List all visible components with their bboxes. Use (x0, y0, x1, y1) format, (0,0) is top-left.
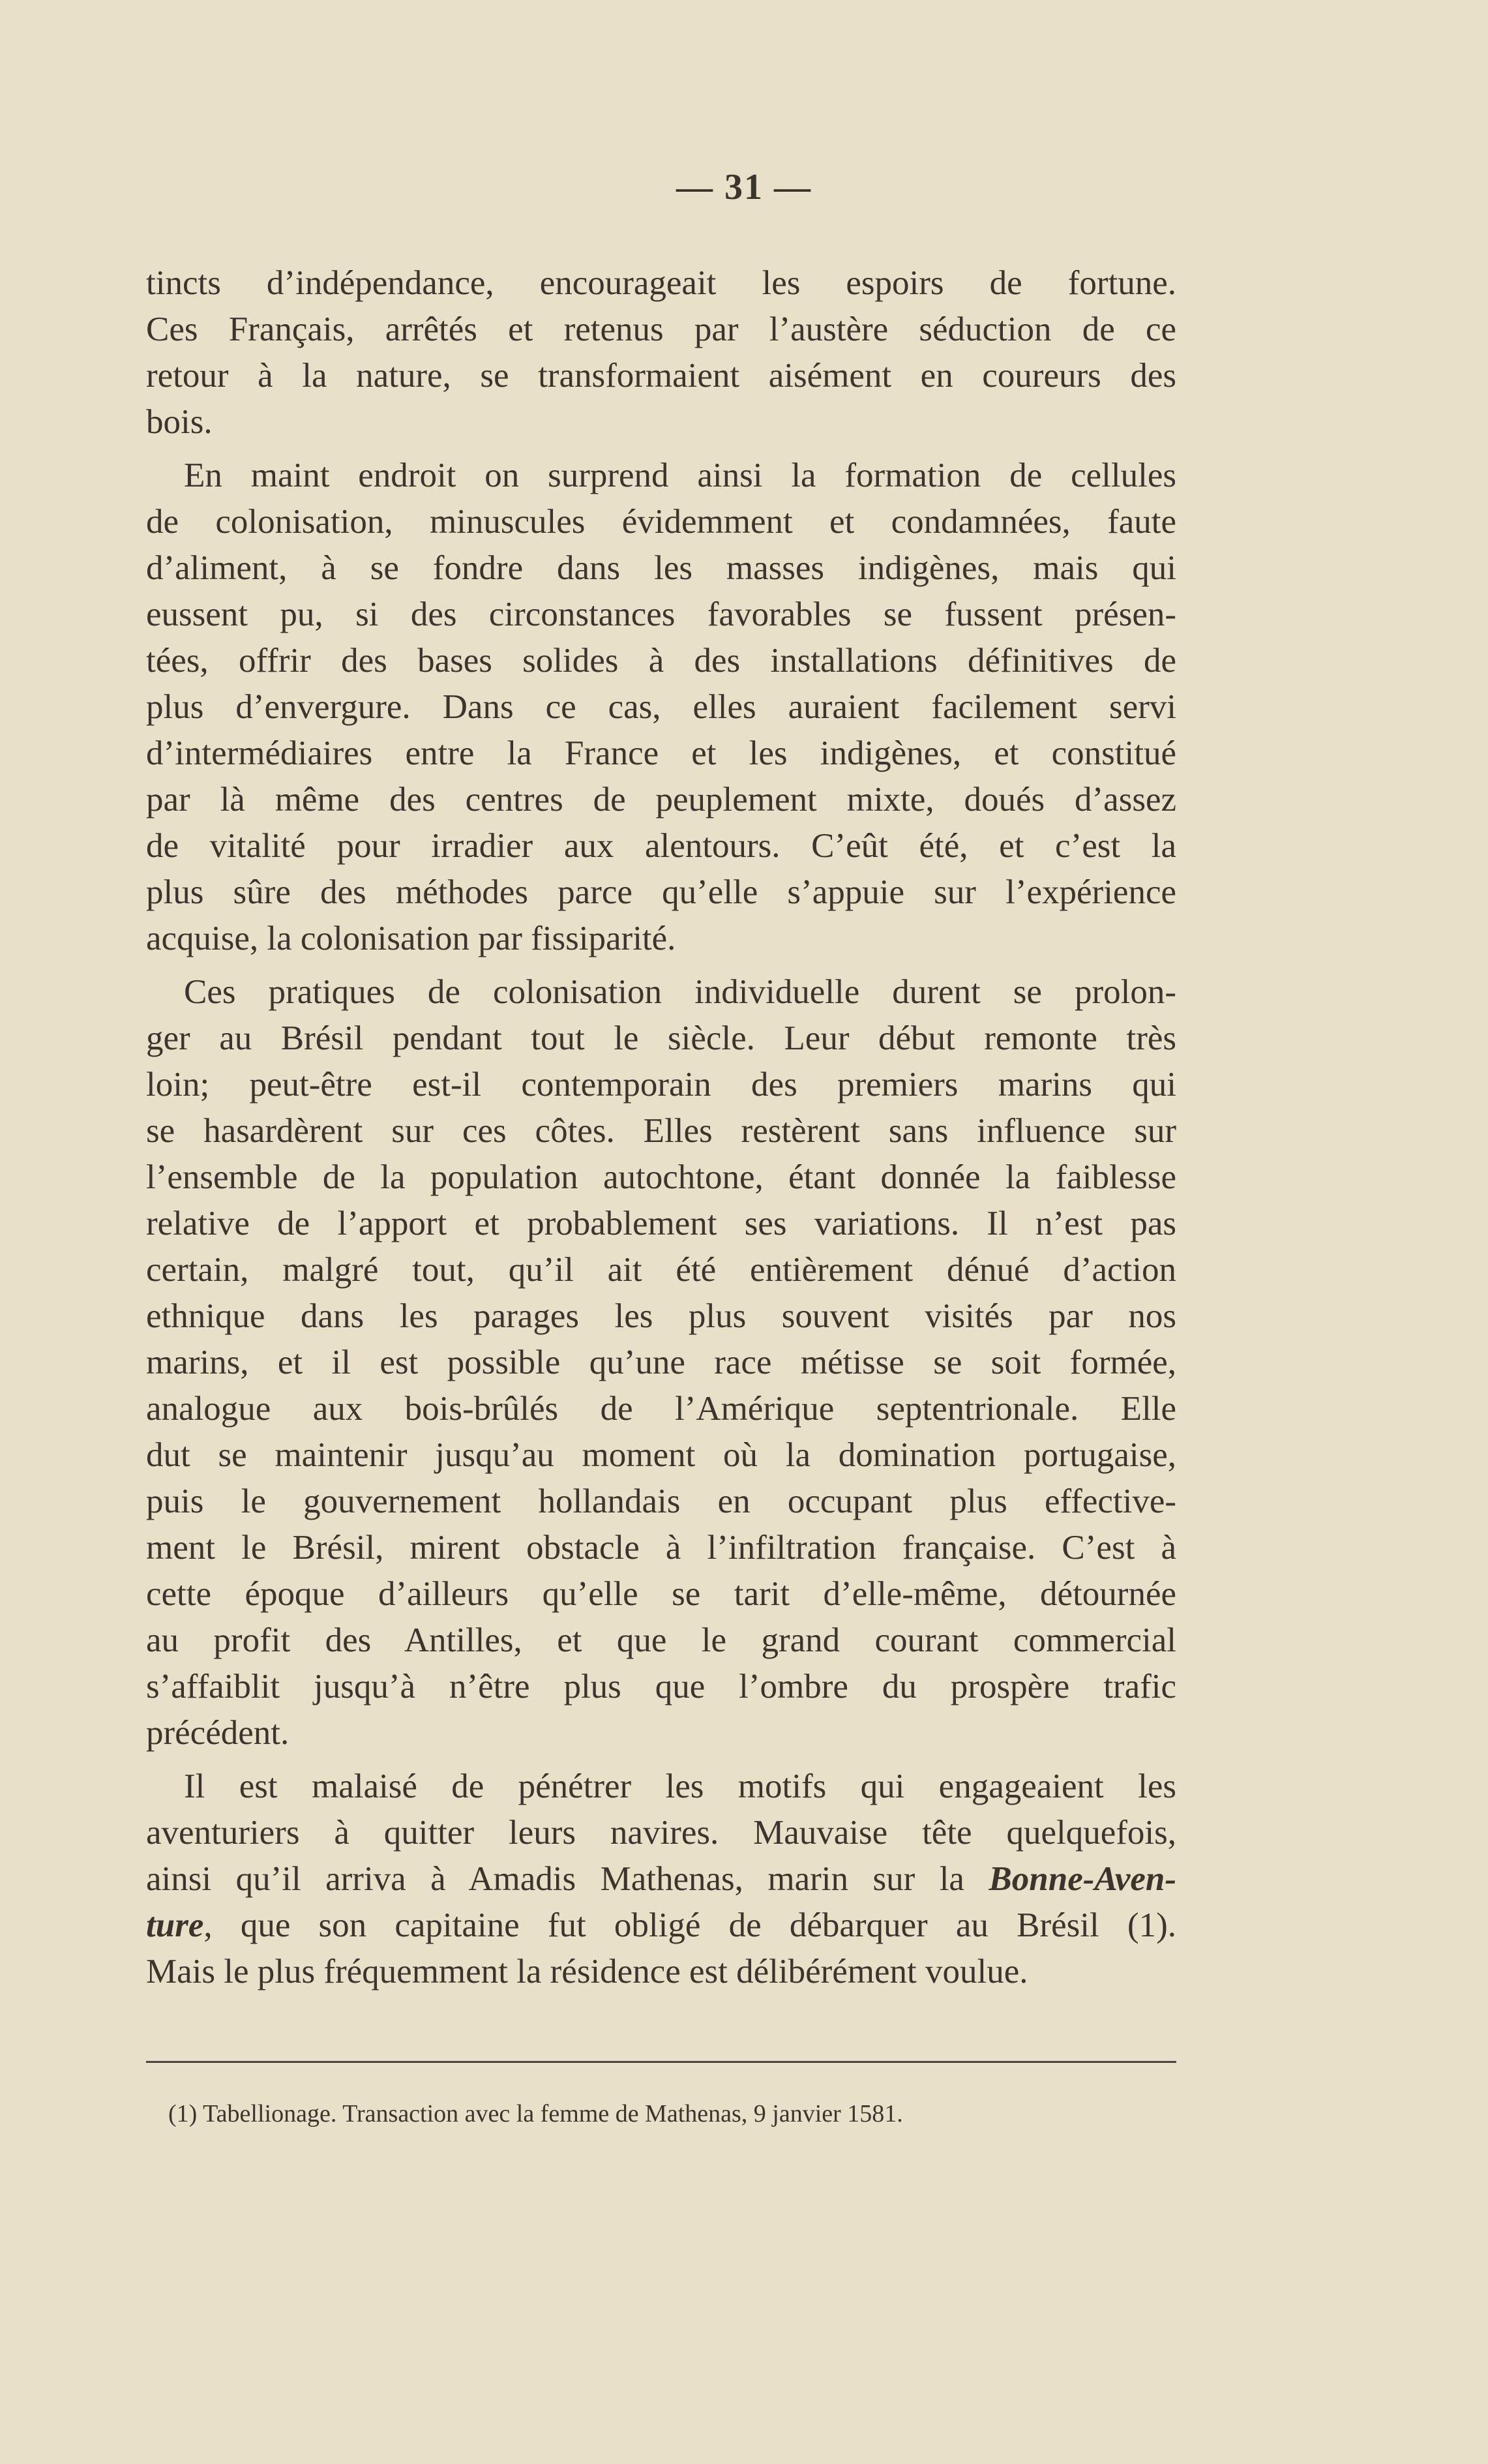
text-line: tées, offrir des bases solides à des installations définitives de (146, 642, 1176, 680)
text-line: ment le Brésil, mirent obstacle à l’infiltration française. C’est à (146, 1529, 1176, 1567)
text-line: cette époque d’ailleurs qu’elle se tarit d’elle-même, détournée (146, 1575, 1176, 1613)
text-line: En maint endroit on surprend ainsi la formation de cellules (184, 457, 1176, 494)
text-line: acquise, la colonisation par fissiparité. (146, 920, 676, 957)
text-line: analogue aux bois-brûlés de l’Amérique septentrionale. Elle (146, 1390, 1176, 1428)
text-line: plus d’envergure. Dans ce cas, elles auraient facilement servi (146, 688, 1176, 726)
paragraph (146, 260, 1176, 445)
text-line (146, 1856, 1176, 1902)
italic-text: Bonne-Aven- (989, 1860, 1176, 1898)
text-line: Ces pratiques de colonisation individuelle durent se prolon- (184, 973, 1176, 1011)
paragraph (146, 453, 1176, 962)
text-line: certain, malgré tout, qu’il ait été entièrement dénué d’action (146, 1251, 1176, 1289)
paragraph (146, 1764, 1176, 1995)
body-text (146, 260, 1176, 1995)
text-line: tincts d’indépendance, encourageait les espoirs de fortune. (146, 264, 1176, 302)
text-line: dut se maintenir jusqu’au moment où la domination portugaise, (146, 1436, 1176, 1474)
text-segment: , que son capitaine fut obligé de débarquer au Brésil (1). (203, 1906, 1176, 1944)
footnote-divider (146, 2061, 1176, 2063)
text-line: de vitalité pour irradier aux alentours. C’eût été, et c’est la (146, 827, 1176, 865)
text-line: d’intermédiaires entre la France et les indigènes, et constitué (146, 734, 1176, 772)
text-segment: ainsi qu’il arriva à Amadis Mathenas, marin sur la (146, 1860, 989, 1898)
page-number: — 31 — (676, 167, 812, 207)
text-line: Mais le plus fréquemment la résidence est délibérément voulue. (146, 1953, 1028, 1991)
text-line: plus sûre des méthodes parce qu’elle s’appuie sur l’expérience (146, 873, 1176, 911)
text-line: marins, et il est possible qu’une race métisse se soit formée, (146, 1344, 1176, 1381)
text-line: Il est malaisé de pénétrer les motifs qui engageaient les (184, 1767, 1176, 1805)
text-line: eussent pu, si des circonstances favorables se fussent présen- (146, 595, 1176, 633)
text-line: l’ensemble de la population autochtone, étant donnée la faiblesse (146, 1158, 1176, 1196)
text-line: bois. (146, 403, 213, 441)
text-line: ger au Brésil pendant tout le siècle. Leur début remonte très (146, 1019, 1176, 1057)
text-line: de colonisation, minuscules évidemment et condamnées, faute (146, 503, 1176, 541)
text-line: d’aliment, à se fondre dans les masses indigènes, mais qui (146, 549, 1176, 587)
text-line: au profit des Antilles, et que le grand courant commercial (146, 1621, 1176, 1659)
italic-text: ture (146, 1906, 204, 1944)
text-line: se hasardèrent sur ces côtes. Elles restèrent sans influence sur (146, 1112, 1176, 1150)
text-line: retour à la nature, se transformaient aisément en coureurs des (146, 357, 1176, 395)
text-line: loin; peut-être est-il contemporain des premiers marins qui (146, 1066, 1176, 1104)
text-line: puis le gouvernement hollandais en occupant plus effective- (146, 1482, 1176, 1520)
text-line: par là même des centres de peuplement mixte, doués d’assez (146, 781, 1176, 819)
text-line (146, 1902, 1176, 1949)
text-line: précédent. (146, 1714, 290, 1752)
text-line: aventuriers à quitter leurs navires. Mauvaise tête quelquefois, (146, 1814, 1176, 1852)
text-line: relative de l’apport et probablement ses variations. Il n’est pas (146, 1205, 1176, 1242)
text-line: s’affaiblit jusqu’à n’être plus que l’ombre du prospère trafic (146, 1668, 1176, 1705)
text-line: ethnique dans les parages les plus souvent visités par nos (146, 1297, 1176, 1335)
footnote: (1) Tabellionage. Transaction avec la femme de Mathenas, 9 janvier 1581. (168, 2100, 903, 2127)
text-line: Ces Français, arrêtés et retenus par l’austère séduction de ce (146, 310, 1176, 348)
paragraph (146, 969, 1176, 1756)
